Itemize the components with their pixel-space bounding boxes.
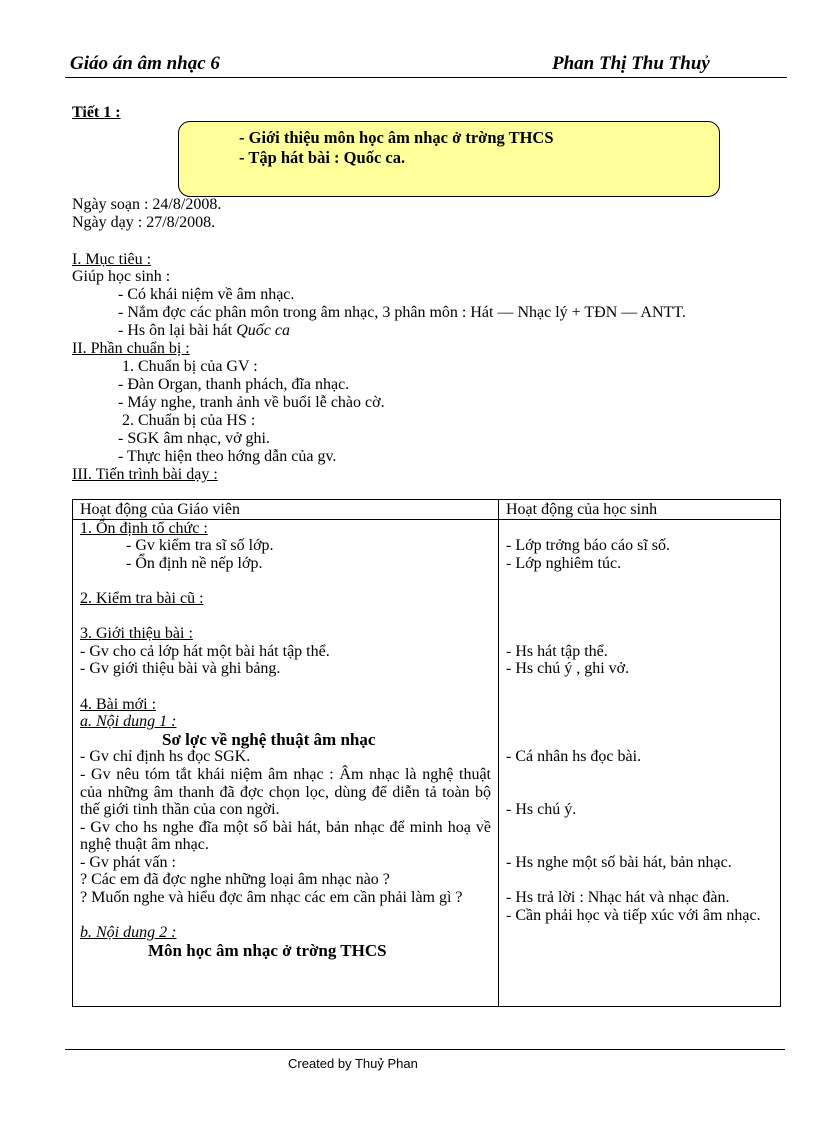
student-activity: - Hs hát tập thể. [506, 642, 608, 660]
topic-line-1: - Giới thiệu môn học âm nhạc ở trờng THCS [239, 128, 554, 147]
activity-item: ? Các em đã đợc nghe những loại âm nhạc nào ? [80, 871, 390, 889]
section-title: 2. Kiểm tra bài cũ : [80, 589, 204, 607]
student-activity: - Cần phải học và tiếp xúc với âm nhạc. [506, 906, 761, 924]
header-rule [65, 77, 787, 78]
activity-item: - Gv giới thiệu bài và ghi bảng. [80, 660, 281, 678]
section-title: 1. Ổn định tổ chức : [80, 519, 208, 537]
activity-item: - Gv phát vấn : [80, 853, 176, 871]
student-prep-item: - SGK âm nhạc, vở ghi. [118, 430, 270, 447]
activity-item: - Gv chỉ định hs đọc SGK. [80, 748, 251, 766]
activity-item: ? Muốn nghe và hiểu đợc âm nhạc các em cần phải làm gì ? [80, 889, 463, 907]
teacher-activities-cell [73, 519, 499, 1006]
activity-item: - Gv nêu tóm tắt khái niệm âm nhạc : Âm nhạc là nghệ thuật của những âm thanh đã đợc chọn lọc, dùng để diễn tả toàn bộ thế giới tinh thần của con ngời. [80, 765, 491, 819]
teach-date: Ngày dạy : 27/8/2008. [72, 214, 216, 231]
objective-item: - Có khái niệm về âm nhạc. [118, 286, 295, 303]
prep-date: Ngày soạn : 24/8/2008. [72, 196, 222, 213]
table-body-row [73, 519, 781, 1006]
student-activity: - Hs chú ý. [506, 801, 577, 819]
student-activity: - Lớp trởng báo cáo sĩ số. [506, 537, 670, 555]
lesson-activity-table [72, 499, 781, 1007]
preparation-heading: II. Phần chuẩn bị : [72, 340, 190, 357]
lesson-label: Tiết 1 : [72, 104, 121, 121]
student-prep-item: - Thực hiện theo hớng dẫn của gv. [118, 448, 337, 465]
content-label: a. Nội dung 1 : [80, 713, 177, 731]
topic-line-2: - Tập hát bài : Quốc ca. [239, 148, 406, 167]
student-activity: - Cá nhân hs đọc bài. [506, 748, 642, 766]
objective-item: - Nắm đợc các phân môn trong âm nhạc, 3 phân môn : Hát — Nhạc lý + TĐN — ANTT. [118, 304, 686, 321]
objectives-heading: I. Mục tiêu : [72, 251, 152, 268]
student-activity: - Hs nghe một số bài hát, bản nhạc. [506, 853, 732, 871]
content-title: Môn học âm nhạc ở trờng THCS [148, 940, 387, 960]
student-prep-heading: 2. Chuẩn bị của HS : [122, 412, 256, 429]
student-column-header: Hoạt động của học sinh [499, 500, 781, 520]
teacher-prep-heading: 1. Chuẩn bị của GV : [122, 358, 258, 375]
student-activity: - Lớp nghiêm túc. [506, 554, 622, 572]
objectives-intro: Giúp học sinh : [72, 268, 171, 285]
activity-item: - Gv cho cả lớp hát một bài hát tập thể. [80, 642, 330, 660]
header-course-title: Giáo án âm nhạc 6 [70, 53, 220, 74]
activity-item: - Ổn định nề nếp lớp. [126, 554, 263, 572]
header-author: Phan Thị Thu Thuỷ [552, 53, 710, 74]
footer-credit: Created by Thuỷ Phan [288, 1056, 418, 1071]
objective-item [118, 322, 290, 340]
teacher-prep-item: - Đàn Organ, thanh phách, đĩa nhạc. [118, 376, 350, 393]
section-title: 3. Giới thiệu bài : [80, 625, 193, 643]
song-title: Quốc ca [236, 322, 290, 339]
activity-item: - Gv cho hs nghe đĩa một số bài hát, bản nhạc để minh hoạ về nghệ thuật âm nhạc. [80, 818, 491, 854]
student-activity: - Hs trả lời : Nhạc hát và nhạc đàn. [506, 889, 730, 907]
teacher-column-header: Hoạt động của Giáo viên [73, 500, 499, 520]
section-title: 4. Bài mới : [80, 695, 157, 713]
student-activities-cell [499, 519, 781, 1006]
content-label: b. Nội dung 2 : [80, 924, 177, 942]
student-activity: - Hs chú ý , ghi vở. [506, 660, 630, 678]
lesson-topic-box [178, 121, 720, 197]
teacher-prep-item: - Máy nghe, tranh ảnh về buổi lễ chào cờ. [118, 394, 385, 411]
activity-item: - Gv kiểm tra sĩ số lớp. [126, 537, 274, 555]
table-header-row [73, 500, 781, 520]
footer-rule [65, 1049, 785, 1050]
process-heading: III. Tiến trình bài dạy : [72, 466, 218, 483]
objective-item-text: - Hs ôn lại bài hát [118, 322, 237, 339]
content-title: Sơ lợc về nghệ thuật âm nhạc [162, 729, 376, 749]
